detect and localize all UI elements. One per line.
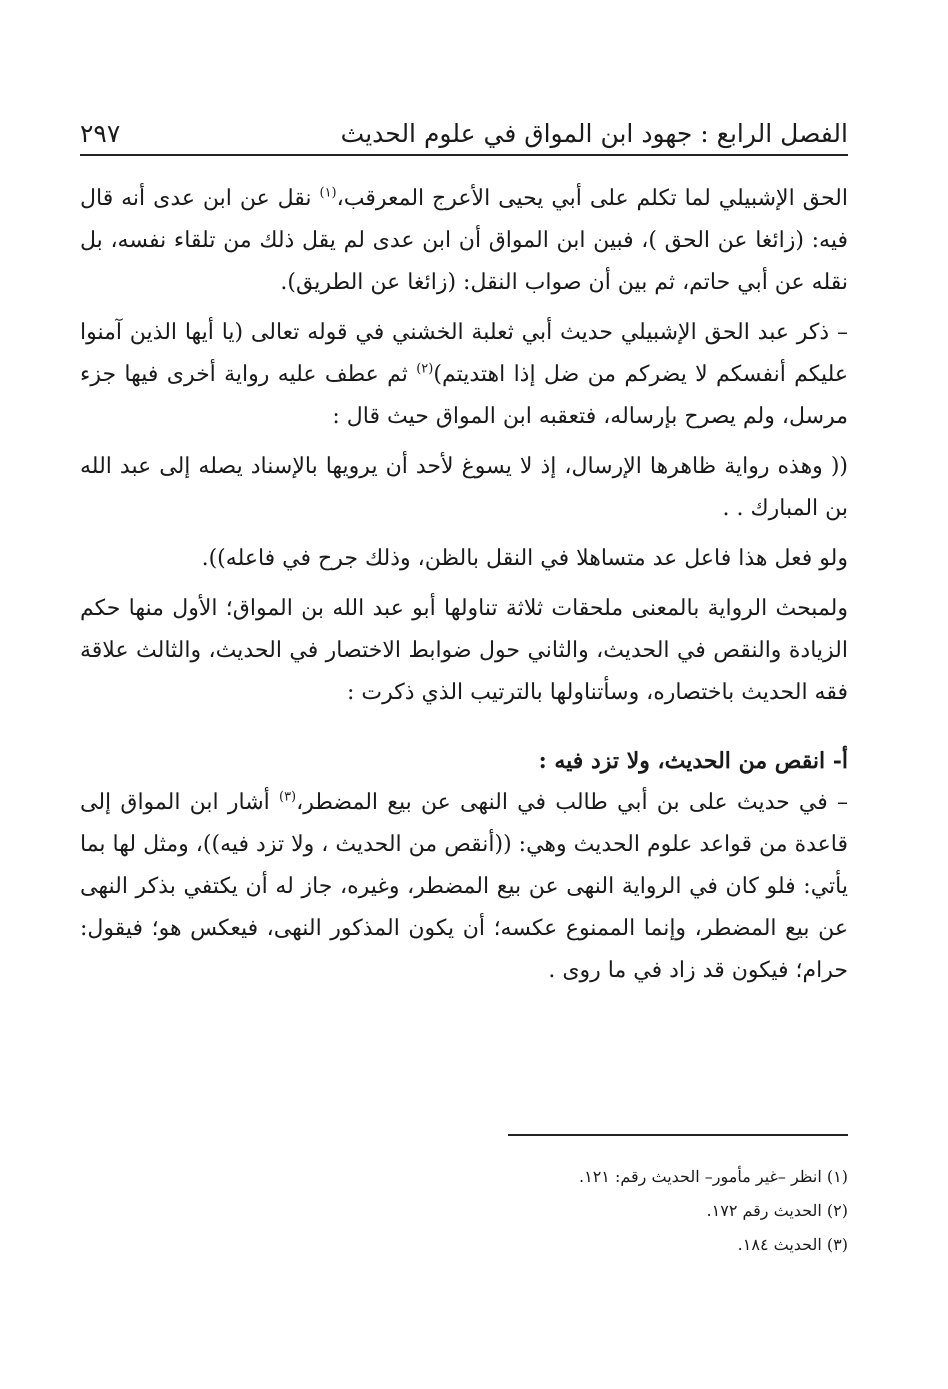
- paragraph-2: – ذكر عبد الحق الإشبيلي حديث أبي ثعلبة الخشني في قوله تعالى (يا أيها الذين آمنوا عليكم أنفسكم لا يضركم من ضل إذا اهتديتم)$^{(٢)}$ ثم عطف عليه رواية أخرى فيها جزء مرسل، ولم يصرح بإرساله، فتعقبه ابن المواق حيث قال :: [80, 320, 848, 429]
- body-text: [80, 178, 848, 1000]
- section-paragraph: – في حديث على بن أبي طالب في النهى عن بيع المضطر،$^{(٣)}$ أشار ابن المواق إلى قاعدة من قواعد علوم الحديث وهي: ((أنقص من الحديث ، ولا تزد فيه))، ومثل لها بما يأتي: فلو كان في الرواية النهى عن بيع المضطر، وغيره، جاز له أن يكتفي بذكر النهى عن بيع المضطر، وإنما الممنوع عكسه؛ أن يكون المذكور النهى، فيعكس هو؛ فيقول: حرام؛ فيكون قد زاد في ما روى .: [80, 789, 849, 983]
- footnote-ref-2: (٢): [416, 361, 434, 377]
- chapter-title: الفصل الرابع : جهود ابن المواق في علوم الحديث: [340, 119, 848, 148]
- footnote-rule: [508, 1134, 848, 1136]
- paragraph-3: ولمبحث الرواية بالمعنى ملحقات ثلاثة تناولها أبو عبد الله بن المواق؛ الأول منها حكم الزيادة والنقص في الحديث، والثاني حول ضوابط الاختصار في الحديث، والثالث علاقة فقه الحديث باختصاره، وسأتناولها بالترتيب الذي ذكرت :: [80, 596, 848, 705]
- quote-paragraph-1: (( وهذه رواية ظاهرها الإرسال، إذ لا يسوغ لأحد أن يرويها بالإسناد يصله إلى عبد الله بن المبارك . .: [80, 454, 848, 521]
- document-page: [80, 0, 848, 1389]
- footnote-3: (٣) الحديث ١٨٤.: [737, 1235, 848, 1254]
- footnotes: [80, 1160, 848, 1262]
- header-rule: [80, 154, 848, 156]
- quote-paragraph-2: ولو فعل هذا فاعل عد متساهلا في النقل بالظن، وذلك جرح في فاعله)).: [201, 546, 848, 571]
- section-heading: أ- انقص من الحديث، ولا تزد فيه :: [538, 748, 848, 774]
- footnote-2: (٢) الحديث رقم ١٧٢.: [706, 1201, 848, 1220]
- running-header: [80, 108, 848, 148]
- footnote-1: (١) انظر –غير مأمور– الحديث رقم: ١٢١.: [579, 1167, 848, 1186]
- footnote-ref-1: (١): [319, 185, 337, 201]
- footnote-ref-3: (٣): [278, 789, 297, 805]
- paragraph-1: الحق الإشبيلي لما تكلم على أبي يحيى الأعرج المعرقب،$^{(١)}$ نقل عن ابن عدى أنه قال فيه: (زائغا عن الحق )، فبين ابن المواق أن ابن عدى لم يقل ذلك من تلقاء نفسه، بل نقله عن أبي حاتم، ثم بين أن صواب النقل: (زائغا عن الطريق).: [80, 185, 848, 295]
- page-number: ٢٩٧: [80, 119, 121, 148]
